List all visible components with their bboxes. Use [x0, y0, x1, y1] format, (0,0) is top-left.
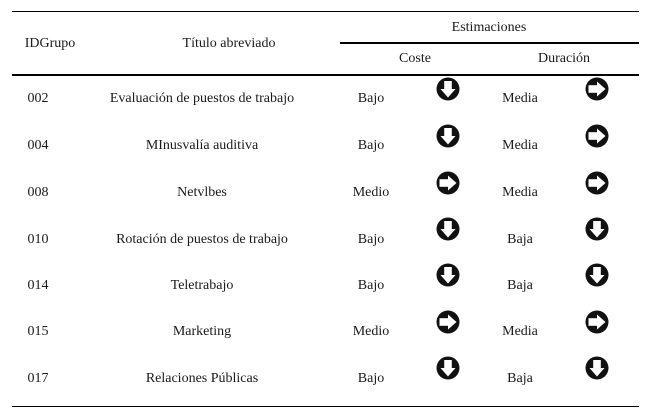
cell-title: Netvlbes — [177, 185, 227, 200]
cell-duration: Baja — [507, 371, 533, 386]
cell-title: Rotación de puestos de trabajo — [116, 232, 288, 247]
cell-cost: Bajo — [357, 91, 385, 106]
cell-id: 004 — [27, 138, 49, 153]
cell-duration: Baja — [507, 232, 533, 247]
cell-cost: Bajo — [357, 371, 385, 386]
arrow-down-icon — [436, 124, 460, 148]
cell-id: 017 — [27, 371, 49, 386]
arrow-down-icon — [436, 77, 460, 101]
top-rule — [12, 11, 639, 12]
arrow-right-icon — [436, 171, 460, 195]
cell-title: Evaluación de puestos de trabajo — [109, 91, 295, 106]
arrow-right-icon — [585, 171, 609, 195]
cell-id: 010 — [27, 232, 49, 247]
cell-cost: Medio — [352, 185, 390, 200]
arrow-down-icon — [585, 263, 609, 287]
group-rule — [340, 42, 639, 44]
arrow-right-icon — [436, 310, 460, 334]
arrow-down-icon — [585, 217, 609, 241]
arrow-down-icon — [585, 356, 609, 380]
cell-cost: Medio — [352, 324, 390, 339]
cell-id: 002 — [27, 91, 49, 106]
cell-id: 008 — [27, 185, 49, 200]
cell-title: MInusvalía auditiva — [145, 138, 259, 153]
header-estimations: Estimaciones — [451, 20, 527, 35]
cell-duration: Media — [502, 138, 538, 153]
arrow-right-icon — [585, 77, 609, 101]
cell-title: Marketing — [172, 324, 232, 339]
cell-duration: Media — [502, 324, 538, 339]
header-rule — [12, 74, 639, 76]
arrow-down-icon — [436, 263, 460, 287]
header-duration: Duración — [537, 51, 591, 66]
arrow-right-icon — [585, 124, 609, 148]
header-cost: Coste — [399, 51, 431, 66]
cell-duration: Baja — [507, 278, 533, 293]
bottom-rule — [12, 406, 639, 407]
header-id: IDGrupo — [24, 36, 76, 51]
cell-cost: Bajo — [357, 232, 385, 247]
cell-title: Teletrabajo — [170, 278, 234, 293]
cell-cost: Bajo — [357, 278, 385, 293]
arrow-down-icon — [436, 356, 460, 380]
arrow-down-icon — [436, 217, 460, 241]
arrow-right-icon — [585, 310, 609, 334]
cell-title: Relaciones Públicas — [145, 371, 259, 386]
header-title: Título abreviado — [182, 36, 276, 51]
cell-cost: Bajo — [357, 138, 385, 153]
cell-id: 015 — [27, 324, 49, 339]
cell-duration: Media — [502, 91, 538, 106]
cell-id: 014 — [27, 278, 49, 293]
cell-duration: Media — [502, 185, 538, 200]
